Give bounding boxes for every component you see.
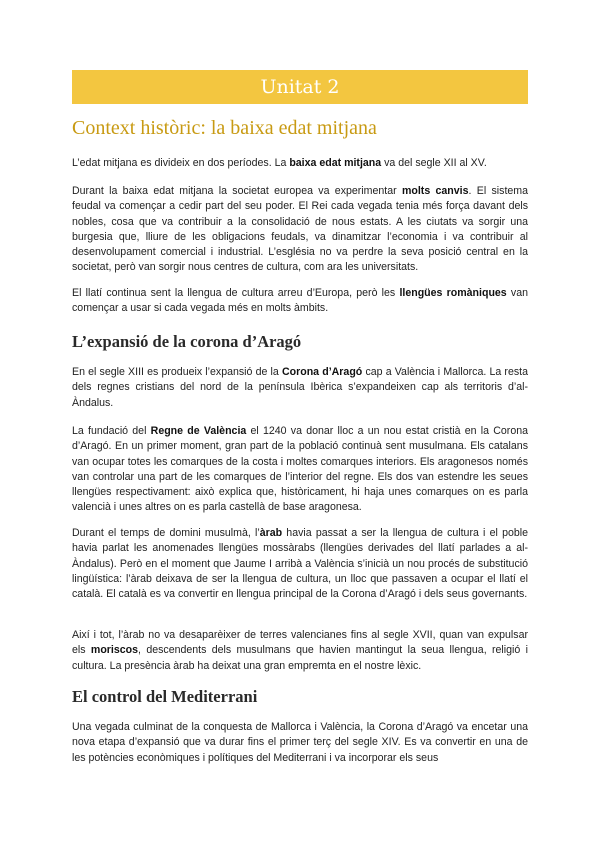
paragraph-3 — [72, 286, 528, 317]
heading-aragon: L’expansió de la corona d’Aragó — [72, 332, 302, 351]
p8-text-a: Una vegada culminat de la conquesta de Mallorca i València, la Corona d’Aragó va encetar una nova etapa d’expansió que va durar fins el primer terç del segle XIV. Es va convertir en una de les potències econòmiques i polítiques del Mediterrani i va incorporar els seus — [72, 721, 528, 764]
p2-text-c: . El sistema feudal va començar a cedir part del seu poder. El Rei cada vegada tenia més força davant dels nobles, cosa que va contribuir a la consolidació de nous estats. A les ciutats va sorgir una burgesia que, lliure de les obligacions feudals, va dinamitzar l’economia i va contribuir al desenvolupament comercial i industrial. L’església no va perdre la seva posició central en la societat, però van sorgir nous centres de cultura, com ara les universitats. — [72, 185, 529, 274]
paragraph-4 — [72, 365, 528, 411]
section-title: Context històric: la baixa edat mitjana — [72, 117, 377, 139]
p7-text-c: , descendents dels musulmans que havien mantingut la seua llengua, religió i cultura. La presència àrab ha deixat una gran empremta en el nostre lèxic. — [72, 644, 528, 672]
p3-text-c: van començar a usar si cada vegada més en molts àmbits. — [72, 287, 529, 315]
unit-banner-title: Unitat 2 — [260, 76, 340, 98]
p1-text-a: L’edat mitjana es divideix en dos períodes. La — [72, 157, 290, 169]
p7-bold: moriscos — [90, 644, 139, 657]
p2-text-a: Durant la baixa edat mitjana la societat europea va experimentar — [72, 185, 402, 197]
p6-bold: àrab — [259, 527, 283, 539]
p7-text-a: Així i tot, l’àrab no va desaparèixer de terres valencianes fins al segle XVII, quan van expulsar els — [72, 629, 528, 657]
paragraph-1 — [72, 156, 528, 171]
p3-text-a: El llatí continua sent la llengua de cultura arreu d’Europa, però les — [72, 287, 400, 299]
paragraph-6 — [72, 526, 528, 602]
p4-text-a: En el segle XIII es produeix l’expansió de la — [72, 366, 282, 378]
p5-text-c: el 1240 va donar lloc a un nou estat cristià en la Corona d’Aragó. En un primer moment, gran part de la població continuà sent musulmana. Els catalans van ocupar totes les comarques de la costa i moltes comarques interiors. Els aragonesos només van controlar una part de les comarques de l’interior del regne. Els dos van estendre les seues llengües respectivament: això explica que, històricament, hi haja unes comarques on es parla valencià i unes altres on es parla castellà de base aragonesa. — [72, 425, 529, 514]
p2-bold: molts canvis — [401, 185, 469, 197]
paragraph-7 — [72, 628, 528, 674]
p4-bold: Corona d’Aragó — [281, 366, 363, 378]
p3-bold: llengües romàniques — [399, 287, 507, 299]
p5-text-a: La fundació del — [72, 425, 151, 437]
unit-banner — [72, 70, 528, 104]
paragraph-2 — [72, 184, 528, 276]
paragraph-8 — [72, 720, 528, 766]
p5-bold: Regne de València — [150, 425, 247, 437]
heading-mediterrani: El control del Mediterrani — [72, 687, 258, 706]
p1-text-c: va del segle XII al XV. — [381, 157, 487, 169]
p6-text-a: Durant el temps de domini musulmà, l’ — [72, 527, 260, 539]
p4-text-c: cap a València i Mallorca. La resta dels regnes cristians del nord de la península Ibèrica s’expandeixen cap als territoris d’al-Àndalus. — [72, 366, 528, 409]
p6-text-c: havia passat a ser la llengua de cultura i el poble havia parlat les anomenades llengües mossàrabs (llengües derivades del llatí parlades a al-Àndalus). Però en el moment que Jaume I arribà a València s’inicià un nou procés de substitució lingüística: l’àrab deixava de ser la llengua de cultura, un lloc que passaven a ocupar el llatí el català. El català es va convertir en llengua principal de la Corona d’Aragó i dels seus governants. — [72, 527, 528, 601]
p1-bold: baixa edat mitjana — [289, 157, 382, 169]
paragraph-5 — [72, 424, 528, 516]
